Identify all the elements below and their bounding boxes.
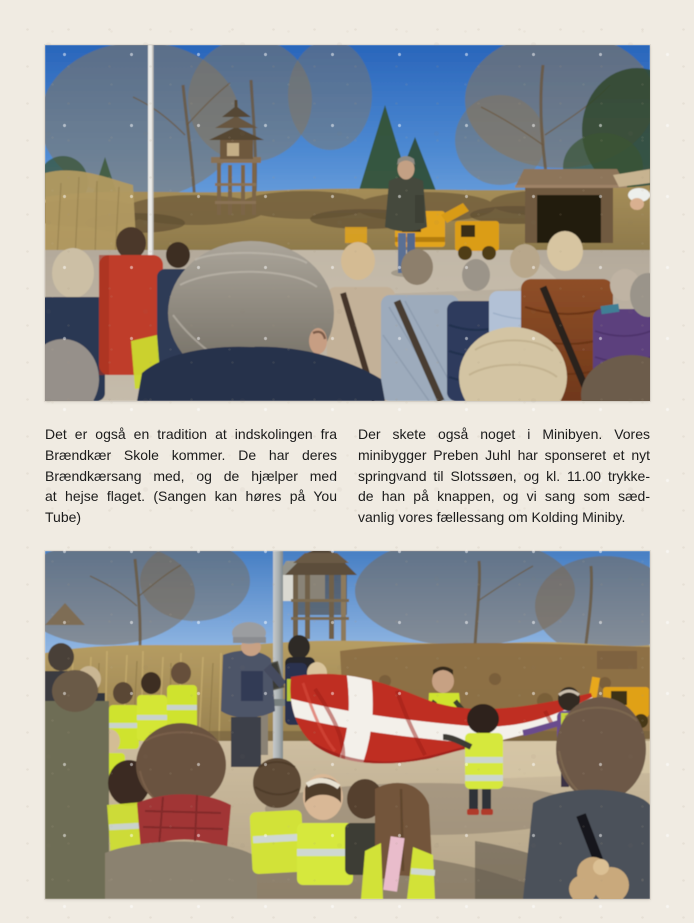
text-line: de han på knappen, og vi sang som sæd- (358, 488, 650, 505)
text-line: Der skete også noget i Minibyen. Vores (358, 426, 650, 442)
text-line: at hejse flaget. (Sangen kan høres på You (45, 488, 337, 505)
text-line: vanlig vores fællessang om Kolding Miniby. (358, 509, 626, 526)
photo-children-danish-flag (45, 551, 650, 899)
text-line: springvand til Slotssøen, og kl. 11.00 trykke- (358, 467, 650, 484)
paragraph-right (358, 424, 650, 528)
body-text (45, 424, 650, 528)
paragraph-left (45, 424, 337, 528)
text-line: Brændkærsang med, og de hjælper med (45, 467, 337, 484)
text-line: Brændkær Skole kommer. De har deres (45, 446, 337, 463)
text-line: Tube) (45, 509, 82, 526)
text-line: minibygger Preben Juhl har sponseret et nyt (358, 446, 650, 463)
flagpole (148, 45, 154, 259)
photo-flag-ceremony-crowd (45, 45, 650, 401)
text-line: Det er også en tradition at indskolingen fra (45, 426, 337, 442)
